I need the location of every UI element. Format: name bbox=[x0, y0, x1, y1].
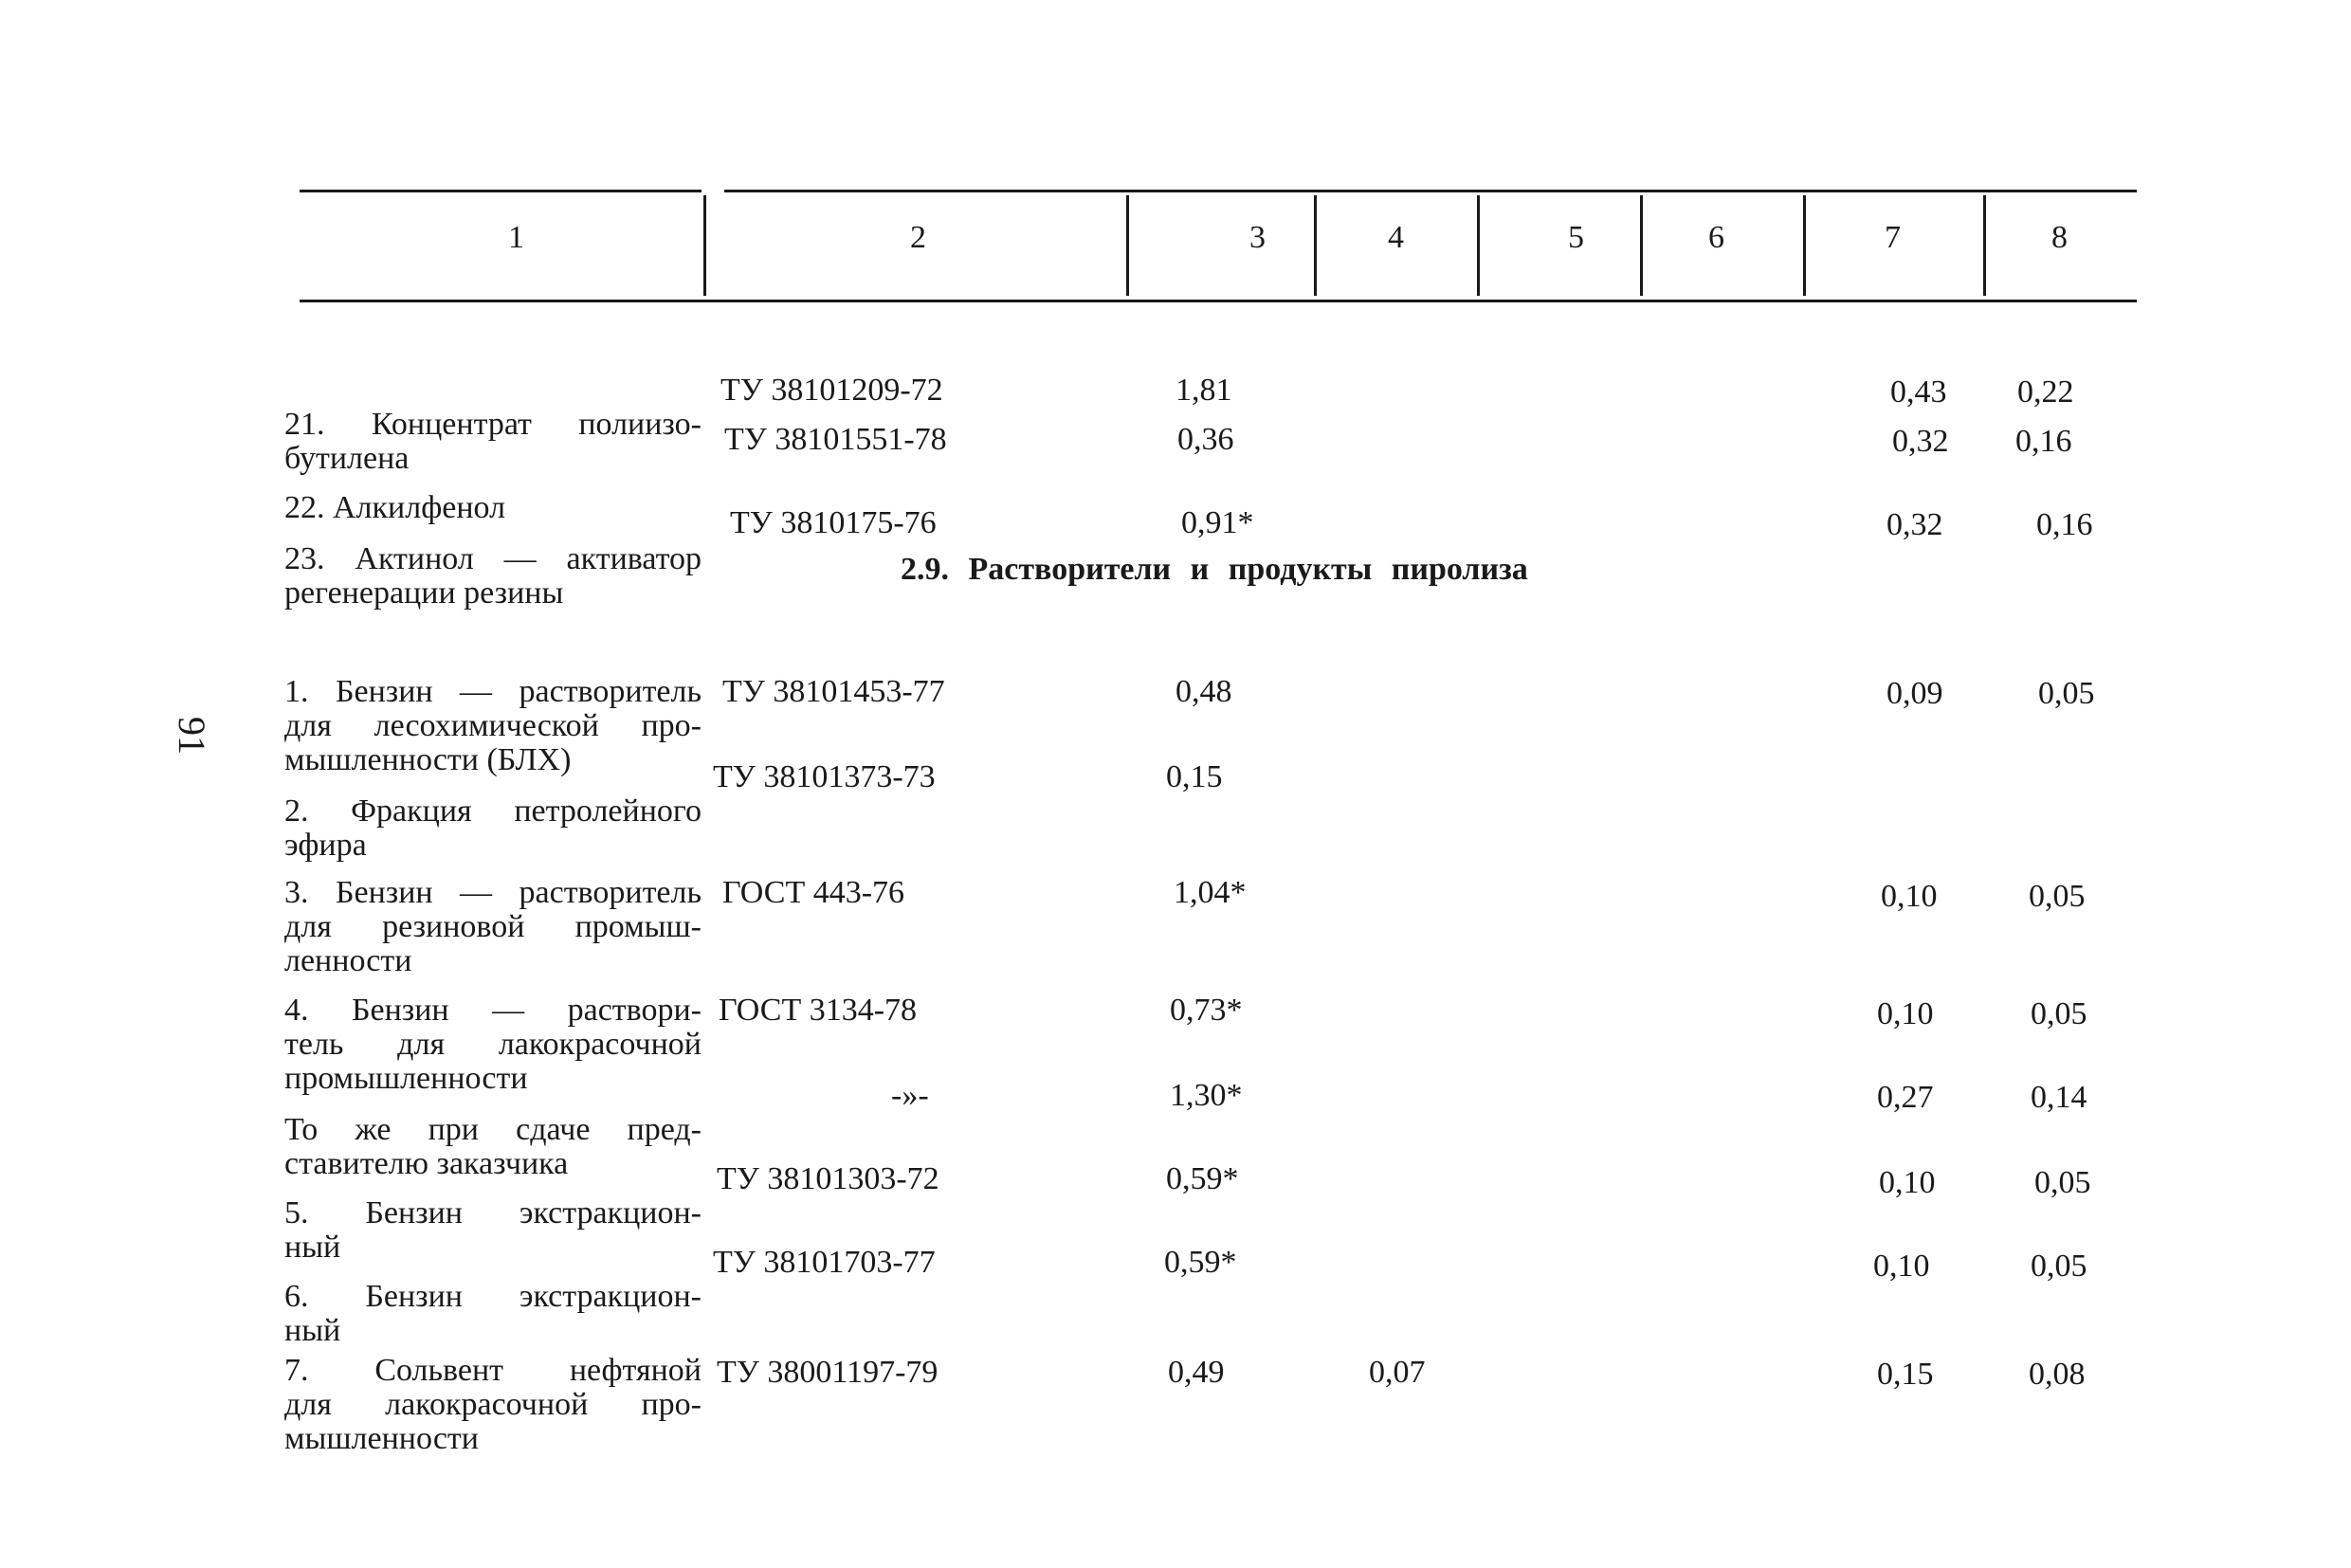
spec-code: ТУ 38101453-77 bbox=[722, 674, 945, 709]
spec-code: ТУ 38001197-79 bbox=[717, 1355, 939, 1390]
column-header-7: 7 bbox=[1885, 220, 1901, 255]
header-top-rule bbox=[300, 190, 702, 192]
value-col8: 0,08 bbox=[2029, 1357, 2086, 1392]
value-col7: 0,15 bbox=[1877, 1357, 1934, 1392]
value-col8: 0,05 bbox=[2031, 996, 2087, 1031]
value-col3: 0,49 bbox=[1168, 1355, 1225, 1390]
value-col3: 0,91* bbox=[1181, 505, 1254, 540]
value-col7: 0,10 bbox=[1879, 1165, 1936, 1200]
value-col7: 0,27 bbox=[1877, 1080, 1934, 1115]
material-name-line: промышленности bbox=[284, 1061, 528, 1096]
material-name bbox=[284, 1285, 702, 1524]
material-name-line: мышленности bbox=[284, 1421, 479, 1456]
column-header-3: 3 bbox=[1249, 220, 1266, 255]
header-divider bbox=[1314, 195, 1317, 296]
header-divider bbox=[1803, 195, 1806, 296]
column-header-2: 2 bbox=[910, 220, 926, 255]
header-divider bbox=[1477, 195, 1480, 296]
material-name-line: 3. Бензин — растворитель bbox=[284, 875, 702, 910]
header-divider bbox=[1640, 195, 1643, 296]
header-bottom-rule bbox=[300, 300, 2137, 302]
material-name-line: регенерации резины bbox=[284, 575, 564, 611]
material-name-line: 4. Бензин — раствори- bbox=[284, 993, 702, 1028]
material-name-line: мышленности (БЛХ) bbox=[284, 742, 572, 777]
value-col3: 0,59* bbox=[1166, 1161, 1239, 1196]
column-header-6: 6 bbox=[1708, 220, 1724, 255]
material-name-line: 7. Сольвент нефтяной bbox=[284, 1353, 702, 1388]
value-col7: 0,10 bbox=[1881, 879, 1938, 914]
value-col8: 0,22 bbox=[2017, 374, 2074, 410]
material-name-line: ставителю заказчика bbox=[284, 1146, 569, 1181]
value-col8: 0,05 bbox=[2031, 1249, 2087, 1284]
material-name-line: 22. Алкилфенол bbox=[284, 490, 506, 525]
material-name-line: То же при сдаче пред- bbox=[284, 1112, 702, 1147]
section-title: 2.9. Растворители и продукты пиролиза bbox=[901, 552, 1528, 587]
material-name-line: 6. Бензин экстракцион- bbox=[284, 1279, 702, 1314]
value-col3: 0,36 bbox=[1177, 422, 1234, 457]
page-number: 91 bbox=[171, 717, 213, 755]
value-col8: 0,16 bbox=[2036, 507, 2093, 542]
value-col8: 0,05 bbox=[2038, 676, 2095, 711]
value-col3: 0,59* bbox=[1164, 1245, 1237, 1280]
value-col7: 0,32 bbox=[1892, 424, 1949, 459]
value-col3: 0,48 bbox=[1176, 674, 1232, 709]
material-name-line: эфира bbox=[284, 828, 367, 863]
material-name-line: для лакокрасочной про- bbox=[284, 1387, 702, 1422]
header-divider bbox=[703, 195, 706, 296]
value-col3: 1,30* bbox=[1170, 1078, 1243, 1113]
column-header-5: 5 bbox=[1568, 220, 1584, 255]
spec-code: ГОСТ 443-76 bbox=[722, 875, 905, 910]
value-col3: 0,73* bbox=[1170, 993, 1243, 1028]
material-name-line: ный bbox=[284, 1313, 341, 1348]
spec-code: ТУ 38101703-77 bbox=[713, 1245, 936, 1280]
value-col7: 0,10 bbox=[1873, 1249, 1930, 1284]
column-header-4: 4 bbox=[1388, 220, 1404, 255]
value-col8: 0,05 bbox=[2029, 879, 2086, 914]
value-col4: 0,07 bbox=[1369, 1355, 1426, 1390]
header-top-rule bbox=[724, 190, 2137, 192]
material-name-line: 21. Концентрат полиизо- bbox=[284, 407, 702, 442]
spec-code: ТУ 38101209-72 bbox=[720, 373, 943, 408]
header-divider bbox=[1983, 195, 1986, 296]
material-name-line: для лесохимической про- bbox=[284, 708, 702, 743]
spec-code: ТУ 38101373-73 bbox=[713, 759, 936, 794]
value-col7: 0,09 bbox=[1886, 676, 1943, 711]
value-col7: 0,10 bbox=[1877, 996, 1934, 1031]
value-col8: 0,05 bbox=[2034, 1165, 2091, 1200]
value-col3: 0,15 bbox=[1166, 759, 1223, 794]
material-name-line: ный bbox=[284, 1230, 341, 1265]
material-name-line: для резиновой промыш- bbox=[284, 909, 702, 944]
material-name-line: 5. Бензин экстракцион- bbox=[284, 1195, 702, 1231]
value-col7: 0,32 bbox=[1886, 507, 1943, 542]
spec-code: -»- bbox=[891, 1078, 929, 1113]
material-name-line: тель для лакокрасочной bbox=[284, 1027, 702, 1062]
header-divider bbox=[1126, 195, 1129, 296]
spec-code: ТУ 38101551-78 bbox=[724, 422, 947, 457]
spec-code: ТУ 3810175-76 bbox=[730, 505, 937, 540]
value-col3: 1,81 bbox=[1176, 373, 1232, 408]
material-name-line: 2. Фракция петролейного bbox=[284, 793, 702, 829]
material-name-line: 1. Бензин — растворитель bbox=[284, 674, 702, 709]
column-header-8: 8 bbox=[2051, 220, 2068, 255]
material-name-line: ленности bbox=[284, 943, 412, 978]
spec-code: ГОСТ 3134-78 bbox=[719, 993, 918, 1028]
value-col7: 0,43 bbox=[1890, 374, 1947, 410]
column-header-1: 1 bbox=[508, 220, 524, 255]
value-col3: 1,04* bbox=[1174, 875, 1247, 910]
material-name-line: 23. Актинол — активатор bbox=[284, 541, 702, 576]
material-name-line: бутилена bbox=[284, 441, 410, 476]
value-col8: 0,14 bbox=[2031, 1080, 2087, 1115]
value-col8: 0,16 bbox=[2015, 424, 2072, 459]
spec-code: ТУ 38101303-72 bbox=[717, 1161, 939, 1196]
